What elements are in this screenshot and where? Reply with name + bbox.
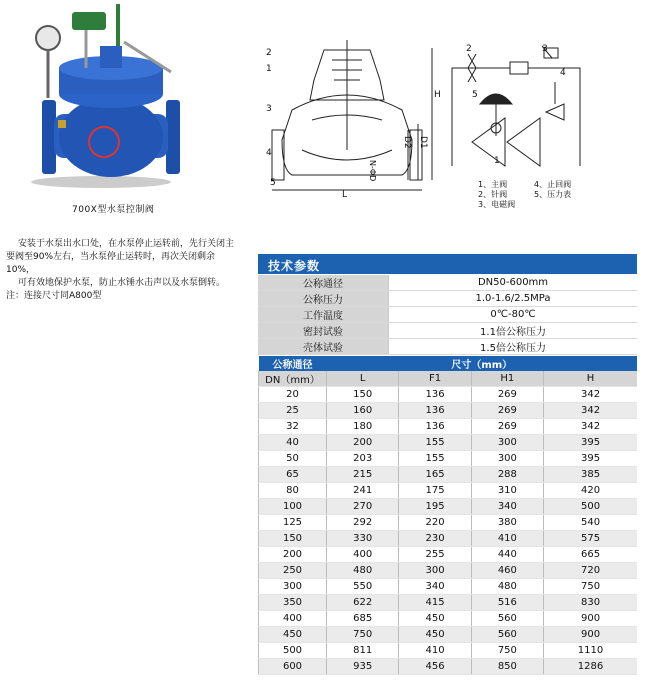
table-cell: 160 <box>327 403 399 419</box>
column-header: F1 <box>399 371 471 387</box>
table-cell: 300 <box>471 435 543 451</box>
table-row <box>259 419 638 435</box>
legend-item: 3、电磁阀 <box>478 200 516 209</box>
table-row <box>259 387 638 403</box>
param-value: 0℃-80℃ <box>389 307 638 323</box>
table-cell: 300 <box>399 563 471 579</box>
param-name: 密封试验 <box>258 323 389 339</box>
table-cell: 136 <box>399 387 471 403</box>
tech-params-row <box>258 339 637 355</box>
table-row <box>259 579 638 595</box>
column-header: DN（mm） <box>259 371 327 387</box>
param-name: 壳体试验 <box>258 339 389 355</box>
table-cell: 395 <box>544 451 637 467</box>
tech-params-row <box>258 291 637 307</box>
table-cell: 460 <box>471 563 543 579</box>
table-row <box>259 531 638 547</box>
table-row <box>259 547 638 563</box>
table-cell: 292 <box>327 515 399 531</box>
drawing-label: D1 <box>418 136 428 149</box>
table-cell: 450 <box>259 627 327 643</box>
table-cell: 340 <box>399 579 471 595</box>
table-cell: 540 <box>544 515 637 531</box>
dimensions-column-row <box>259 371 638 387</box>
table-cell: 155 <box>399 451 471 467</box>
table-cell: 269 <box>471 419 543 435</box>
table-cell: 203 <box>327 451 399 467</box>
table-row <box>259 643 638 659</box>
table-cell: 270 <box>327 499 399 515</box>
table-row <box>259 403 638 419</box>
table-cell: 575 <box>544 531 637 547</box>
table-cell: 65 <box>259 467 327 483</box>
param-value: DN50-600mm <box>389 275 638 291</box>
drawing-label: 2 <box>266 48 272 58</box>
legend-item: 4、止回阀 <box>534 180 572 189</box>
schematic-label: 1 <box>494 156 500 166</box>
param-name: 公称压力 <box>258 291 389 307</box>
dimensions-header-right: 尺寸（mm） <box>327 356 638 371</box>
table-cell: 450 <box>399 611 471 627</box>
dimensions-header-left: 公称通径 <box>259 356 327 371</box>
dimensions-header-row <box>259 356 638 371</box>
legend-item: 5、压力表 <box>534 190 572 199</box>
table-cell: 300 <box>259 579 327 595</box>
table-cell: 560 <box>471 627 543 643</box>
table-cell: 385 <box>544 467 637 483</box>
table-cell: 195 <box>399 499 471 515</box>
table-cell: 250 <box>259 563 327 579</box>
table-cell: 50 <box>259 451 327 467</box>
drawing-label: 4 <box>266 148 272 158</box>
table-cell: 720 <box>544 563 637 579</box>
drawing-label: H <box>434 90 441 100</box>
table-cell: 155 <box>399 435 471 451</box>
param-name: 工作温度 <box>258 307 389 323</box>
table-cell: 811 <box>327 643 399 659</box>
table-cell: 420 <box>544 483 637 499</box>
control-schematic <box>440 44 590 219</box>
table-cell: 330 <box>327 531 399 547</box>
tech-params-title: 技术参数 <box>268 259 321 273</box>
table-cell: 20 <box>259 387 327 403</box>
table-row <box>259 515 638 531</box>
drawing-label: 1 <box>266 64 272 74</box>
table-cell: 395 <box>544 435 637 451</box>
table-row <box>259 659 638 675</box>
table-cell: 750 <box>327 627 399 643</box>
table-row <box>259 563 638 579</box>
table-row <box>259 595 638 611</box>
tech-params-row <box>258 307 637 323</box>
schematic-svg <box>440 44 590 179</box>
table-cell: 500 <box>259 643 327 659</box>
table-cell: 622 <box>327 595 399 611</box>
table-cell: 665 <box>544 547 637 563</box>
schematic-label: 5 <box>472 90 478 100</box>
table-cell: 230 <box>399 531 471 547</box>
table-cell: 125 <box>259 515 327 531</box>
table-cell: 215 <box>327 467 399 483</box>
tech-params-table <box>258 275 637 355</box>
description-paragraph: 可有效地保护水泵，防止水锤水击声以及水泵倒转。 <box>18 278 226 288</box>
table-cell: 136 <box>399 419 471 435</box>
table-cell: 900 <box>544 627 637 643</box>
schematic-label: 3 <box>542 44 548 54</box>
table-cell: 410 <box>471 531 543 547</box>
table-cell: 180 <box>327 419 399 435</box>
product-caption: 700X型水泵控制阀 <box>72 205 155 215</box>
table-cell: 415 <box>399 595 471 611</box>
tech-params-header <box>258 254 637 274</box>
table-cell: 400 <box>327 547 399 563</box>
table-cell: 80 <box>259 483 327 499</box>
table-cell: 550 <box>327 579 399 595</box>
table-cell: 255 <box>399 547 471 563</box>
table-cell: 310 <box>471 483 543 499</box>
product-description <box>6 238 238 303</box>
table-cell: 516 <box>471 595 543 611</box>
table-cell: 600 <box>259 659 327 675</box>
valve-photo <box>6 2 196 197</box>
table-cell: 40 <box>259 435 327 451</box>
table-row <box>259 483 638 499</box>
legend-item: 2、针阀 <box>478 190 508 199</box>
table-cell: 935 <box>327 659 399 675</box>
table-row <box>259 611 638 627</box>
drawing-label: 3 <box>266 104 272 114</box>
tech-params-row <box>258 275 637 291</box>
table-cell: 350 <box>259 595 327 611</box>
table-cell: 500 <box>544 499 637 515</box>
table-cell: 269 <box>471 387 543 403</box>
table-cell: 340 <box>471 499 543 515</box>
column-header: H <box>544 371 637 387</box>
table-cell: 410 <box>399 643 471 659</box>
table-cell: 440 <box>471 547 543 563</box>
param-value: 1.0-1.6/2.5MPa <box>389 291 638 307</box>
description-note: 注：连接尺寸同A800型 <box>6 291 102 301</box>
table-cell: 750 <box>544 579 637 595</box>
table-cell: 400 <box>259 611 327 627</box>
tech-params-row <box>258 323 637 339</box>
table-cell: 685 <box>327 611 399 627</box>
legend-item: 1、主阀 <box>478 180 508 189</box>
table-cell: 456 <box>399 659 471 675</box>
table-cell: 269 <box>471 403 543 419</box>
schematic-label: 2 <box>466 44 472 54</box>
table-cell: 342 <box>544 403 637 419</box>
section-drawing-svg <box>262 40 442 210</box>
table-cell: 32 <box>259 419 327 435</box>
table-cell: 480 <box>471 579 543 595</box>
table-cell: 100 <box>259 499 327 515</box>
drawing-label: 5 <box>270 178 276 188</box>
column-header: L <box>327 371 399 387</box>
param-value: 1.1倍公称压力 <box>389 323 638 339</box>
section-drawing <box>262 40 442 210</box>
table-cell: 136 <box>399 403 471 419</box>
table-cell: 288 <box>471 467 543 483</box>
description-paragraph: 安装于水泵出水口处，在水泵停止运转前，先行关闭主要阀至90%左右，当水泵停止运转时，再次关闭剩余10%， <box>6 239 235 275</box>
schematic-legend <box>478 180 590 210</box>
table-cell: 830 <box>544 595 637 611</box>
table-cell: 450 <box>399 627 471 643</box>
schematic-label: 4 <box>560 68 566 78</box>
table-cell: 150 <box>259 531 327 547</box>
table-cell: 342 <box>544 419 637 435</box>
table-cell: 200 <box>327 435 399 451</box>
table-cell: 750 <box>471 643 543 659</box>
table-cell: 150 <box>327 387 399 403</box>
table-row <box>259 627 638 643</box>
table-cell: 175 <box>399 483 471 499</box>
table-cell: 342 <box>544 387 637 403</box>
table-cell: 380 <box>471 515 543 531</box>
table-cell: 165 <box>399 467 471 483</box>
table-cell: 1286 <box>544 659 637 675</box>
table-row <box>259 467 638 483</box>
table-cell: 300 <box>471 451 543 467</box>
table-cell: 560 <box>471 611 543 627</box>
column-header: H1 <box>471 371 543 387</box>
param-value: 1.5倍公称压力 <box>389 339 638 355</box>
dimensions-table <box>258 356 637 675</box>
table-cell: 25 <box>259 403 327 419</box>
table-cell: 220 <box>399 515 471 531</box>
drawing-label: N-ΦD <box>368 160 377 182</box>
table-cell: 1110 <box>544 643 637 659</box>
table-cell: 480 <box>327 563 399 579</box>
drawing-label: L <box>342 190 348 200</box>
table-cell: 200 <box>259 547 327 563</box>
table-cell: 241 <box>327 483 399 499</box>
table-row <box>259 435 638 451</box>
table-row <box>259 499 638 515</box>
param-name: 公称通径 <box>258 275 389 291</box>
table-cell: 850 <box>471 659 543 675</box>
table-cell: 900 <box>544 611 637 627</box>
table-row <box>259 451 638 467</box>
drawing-label: D2 <box>402 136 412 149</box>
